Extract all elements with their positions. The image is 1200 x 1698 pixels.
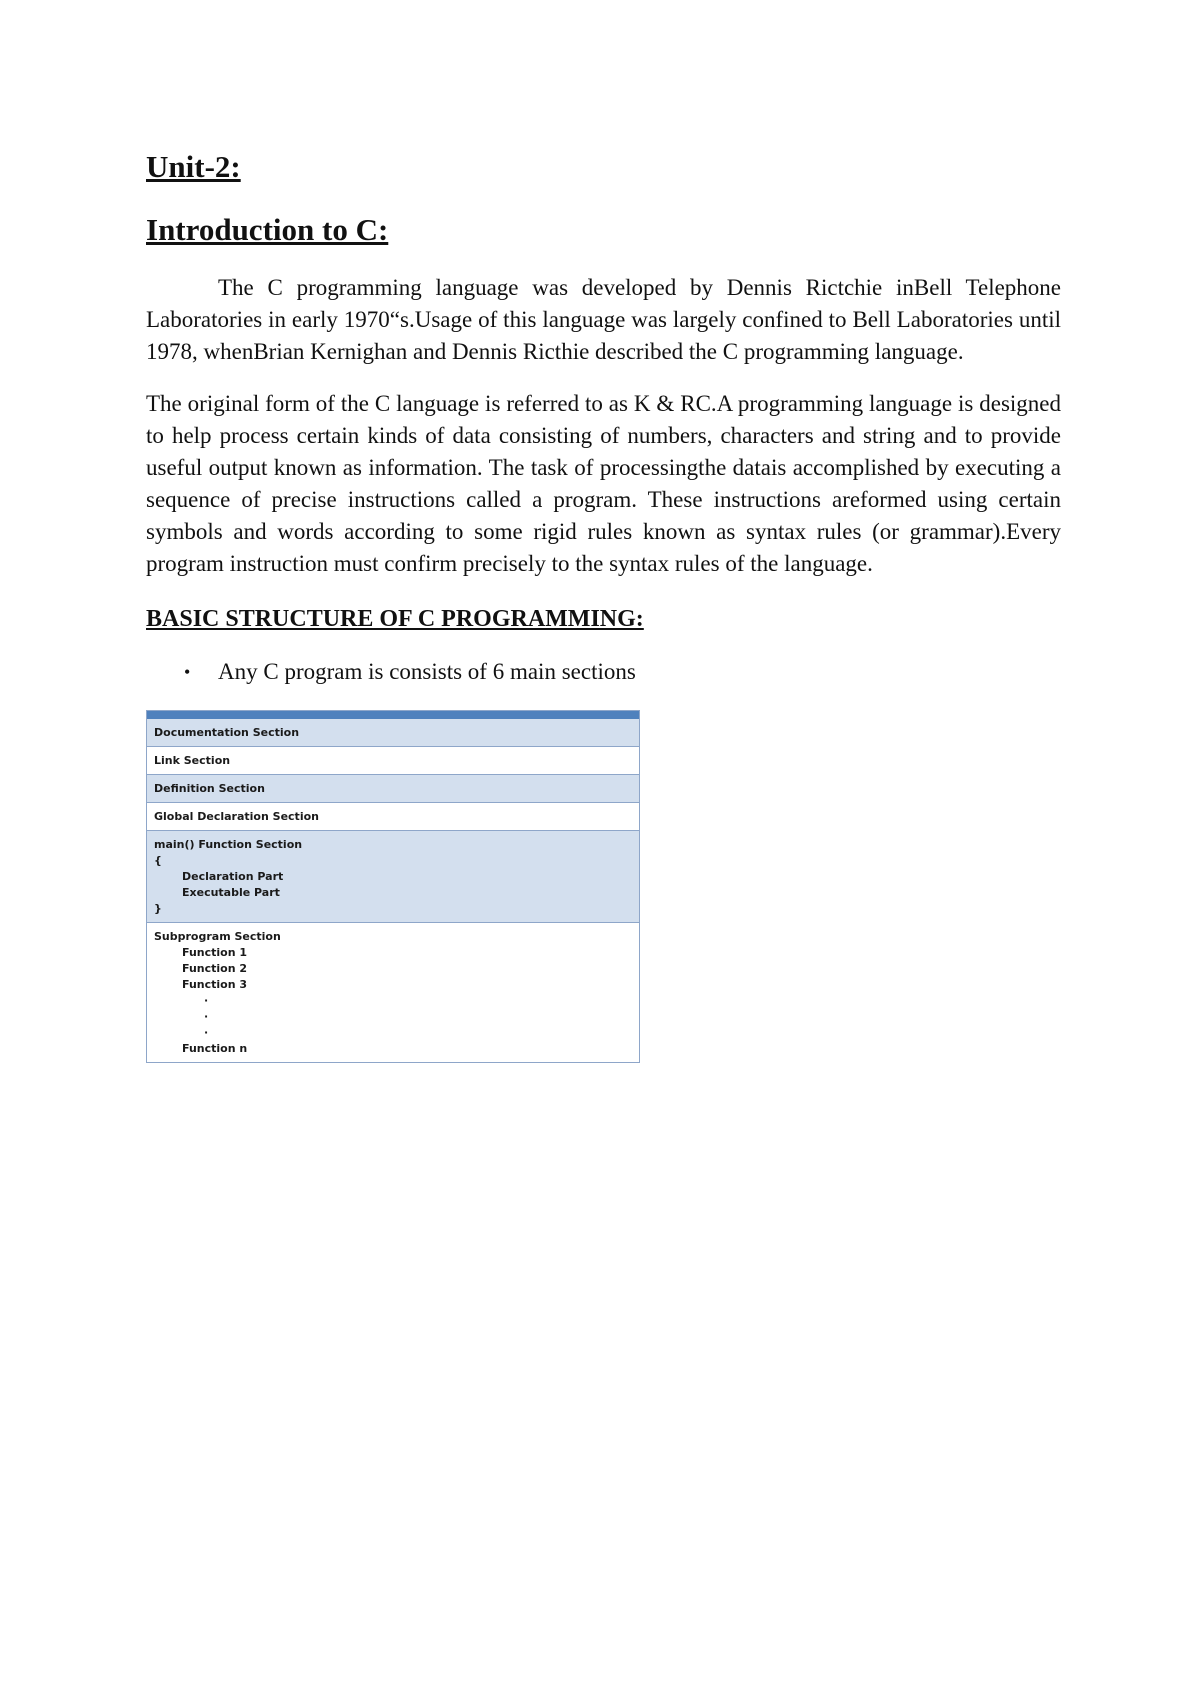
declaration-part-label: Declaration Part: [182, 869, 284, 883]
intro-paragraph-2: The original form of the C language is referred to as K & RC.A programming language is designed to help process certain kinds of data consisting of numbers, characters and string and to provide useful output known as information. The task of processingthe datais accomplished by executing a sequence of precise instructions called a program. These instructions areformed using certain symbols and words according to some rigid rules known as syntax rules (or grammar).Every program instruction must confirm precisely to the syntax rules of the language.: [146, 391, 1061, 577]
global-declaration-section-label: Global Declaration Section: [154, 809, 319, 823]
c-program-structure-diagram: [146, 710, 640, 1063]
function-n-label: Function n: [182, 1041, 248, 1055]
documentation-section-row: [147, 719, 639, 746]
main-open-brace: {: [154, 853, 162, 867]
ellipsis-dot-3: ·: [204, 1025, 209, 1039]
document-page: [146, 130, 1061, 1063]
global-declaration-section-row: [147, 802, 639, 830]
link-section-label: Link Section: [154, 753, 231, 767]
subprogram-section-label: Subprogram Section: [154, 929, 281, 943]
function-1-label: Function 1: [182, 945, 248, 959]
ellipsis-dot-2: ·: [204, 1009, 209, 1023]
definition-section-row: [147, 774, 639, 802]
unit-title: Unit-2:: [146, 149, 241, 184]
ellipsis-dot-1: ·: [204, 993, 209, 1007]
intro-paragraph-1: The C programming language was developed by Dennis Rictchie inBell Telephone Laboratories in early 1970“s.Usage of this language was largely confined to Bell Laboratories until 1978, whenBrian Kernighan and Dennis Ricthie described the C programming language.: [146, 275, 1061, 365]
diagram-header-bar: [147, 711, 639, 719]
subprogram-section-row: [147, 922, 639, 1062]
function-2-label: Function 2: [182, 961, 248, 975]
main-function-section-row: [147, 830, 639, 922]
documentation-section-label: Documentation Section: [154, 725, 300, 739]
bullet-icon: •: [184, 661, 191, 682]
introduction-heading: Introduction to C:: [146, 212, 389, 248]
link-section-row: [147, 746, 639, 774]
executable-part-label: Executable Part: [182, 885, 280, 899]
basic-structure-heading: BASIC STRUCTURE OF C PROGRAMMING:: [146, 606, 644, 633]
definition-section-label: Definition Section: [154, 781, 265, 795]
bullet-list: [146, 656, 1061, 688]
list-item: [146, 656, 1061, 688]
main-function-section-label: main() Function Section: [154, 837, 303, 851]
main-close-brace: }: [154, 901, 162, 915]
bullet-text: Any C program is consists of 6 main sections: [218, 658, 636, 684]
function-3-label: Function 3: [182, 977, 248, 991]
